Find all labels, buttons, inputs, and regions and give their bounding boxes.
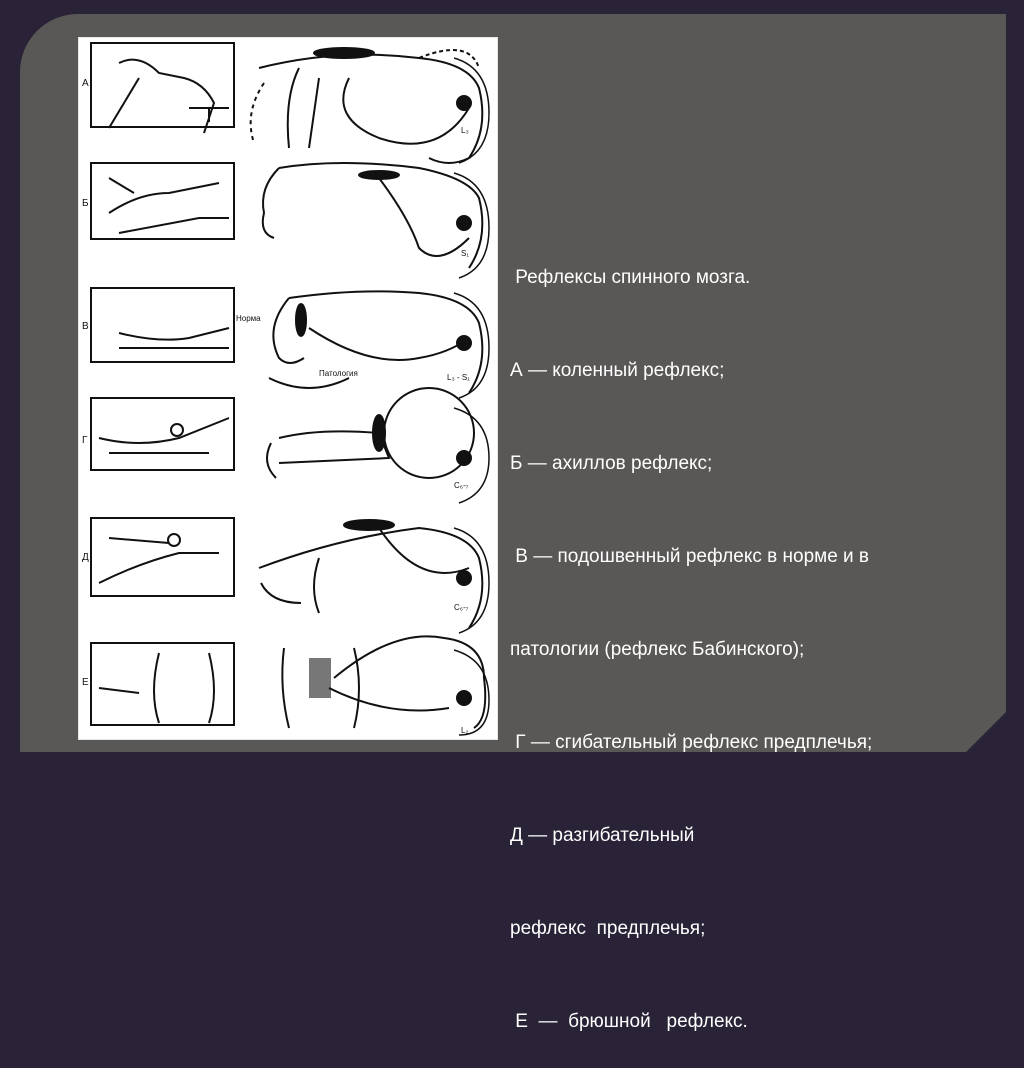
caption-line-d-cont: рефлекс предплечья; bbox=[510, 918, 706, 939]
caption-line-e: Е — брюшной рефлекс. bbox=[510, 1011, 748, 1032]
caption-line-g: Г — сгибательный рефлекс предплечья; bbox=[510, 732, 873, 753]
panel-letter-v: В bbox=[82, 321, 89, 332]
segment-label-v: L₃ - S₁ bbox=[447, 373, 470, 382]
panel-a-diagram bbox=[251, 48, 483, 163]
panel-g-diagram bbox=[267, 388, 474, 478]
panel-letter-d: Д bbox=[82, 552, 89, 563]
reflex-drawings bbox=[79, 38, 497, 739]
caption-line-title: Рефлексы спинного мозга. bbox=[510, 267, 751, 288]
panel-c-photo bbox=[91, 288, 234, 362]
segment-label-e: L₂ bbox=[461, 726, 469, 735]
panel-g-photo bbox=[91, 398, 234, 470]
label-pathology: Патология bbox=[319, 369, 358, 378]
panel-letter-g: Г bbox=[82, 435, 88, 446]
panel-d-diagram bbox=[259, 520, 482, 628]
caption-line-v: В — подошвенный рефлекс в норме и в bbox=[510, 546, 870, 567]
label-norm: Норма bbox=[236, 314, 261, 323]
segment-label-b: S₁ bbox=[461, 249, 470, 258]
reflex-illustration bbox=[78, 37, 498, 740]
panel-letter-a: А bbox=[82, 78, 89, 89]
caption-line-a: А — коленный рефлекс; bbox=[510, 360, 725, 381]
panel-b-diagram bbox=[263, 163, 483, 268]
segment-label-g: C₆-₇ bbox=[454, 481, 469, 490]
caption-line-v-cont: патологии (рефлекс Бабинского); bbox=[510, 639, 805, 660]
panel-letter-b: Б bbox=[82, 198, 89, 209]
panel-letter-e: Е bbox=[82, 677, 89, 688]
caption-line-d: Д — разгибательный bbox=[510, 825, 695, 846]
spinal-cords bbox=[454, 58, 489, 735]
caption-line-b: Б — ахиллов рефлекс; bbox=[510, 453, 713, 474]
segment-label-d: C₆-₇ bbox=[454, 603, 469, 612]
panel-b-photo bbox=[91, 163, 234, 239]
panel-d-photo bbox=[91, 518, 234, 596]
caption-text bbox=[510, 200, 1000, 1068]
panel-a-photo bbox=[91, 43, 234, 133]
segment-label-a: L₃ bbox=[461, 126, 469, 135]
panel-e-photo bbox=[91, 643, 234, 725]
